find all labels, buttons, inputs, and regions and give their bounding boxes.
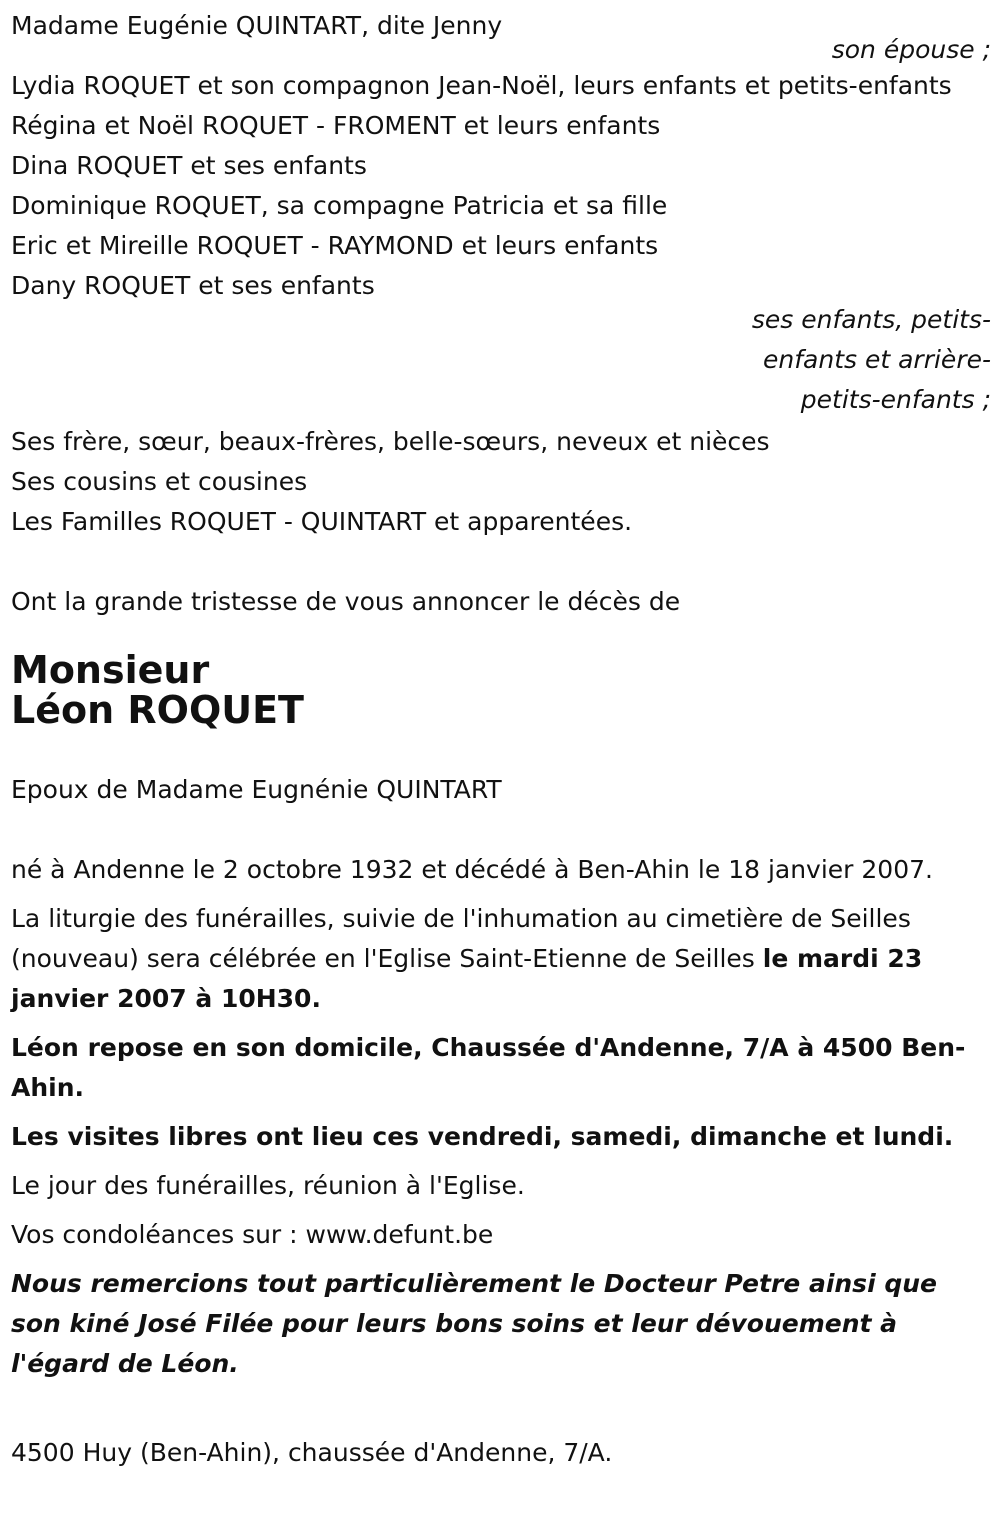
children-relation-line-2: enfants et arrière-	[763, 345, 991, 374]
spacer	[11, 542, 991, 582]
relatives-line-1: Ses frère, sœur, beaux-frères, belle-sœurs, neveux et nièces	[11, 427, 770, 456]
child-line-3: Dina ROQUET et ses enfants	[11, 151, 367, 180]
liturgy-date: le mardi 23 janvier 2007 à 10H30.	[11, 944, 923, 1013]
spacer	[11, 622, 991, 642]
children-relation-line-1: ses enfants, petits-	[751, 305, 991, 334]
address: 4500 Huy (Ben-Ahin), chaussée d'Andenne, 7/A.	[11, 1438, 613, 1467]
spacer	[11, 1393, 991, 1433]
liturgy	[11, 899, 991, 1019]
announcement: Ont la grande tristesse de vous annoncer le décès de	[11, 587, 681, 616]
thanks: Nous remercions tout particulièrement le Docteur Petre ainsi que son kiné José Filée pour leurs bons soins et leur dévouement à l'égard de Léon.	[11, 1269, 937, 1378]
meeting: Le jour des funérailles, réunion à l'Eglise.	[11, 1171, 525, 1200]
birth-death: né à Andenne le 2 octobre 1932 et décédé à Ben-Ahin le 18 janvier 2007.	[11, 855, 933, 884]
deceased-name: Léon ROQUET	[11, 688, 304, 732]
children-relation-line-3: petits-enfants ;	[800, 385, 991, 414]
child-line-4: Dominique ROQUET, sa compagne Patricia et sa fille	[11, 191, 668, 220]
children-relation	[11, 300, 991, 420]
obituary-notice	[11, 6, 991, 1473]
rests-at: Léon repose en son domicile, Chaussée d'Andenne, 7/A à 4500 Ben-Ahin.	[11, 1033, 966, 1102]
child-line-1: Lydia ROQUET et son compagnon Jean-Noël, leurs enfants et petits-enfants	[11, 71, 952, 100]
spacer	[11, 730, 991, 770]
condolences: Vos condoléances sur : www.defunt.be	[11, 1220, 494, 1249]
liturgy-intro: La liturgie des funérailles, suivie de l'inhumation au cimetière de Seilles (nouveau) sera célébrée en l'Eglise Saint-Etienne de Seilles	[11, 904, 911, 973]
relatives-line-3: Les Familles ROQUET - QUINTART et apparentées.	[11, 507, 633, 536]
spacer	[11, 810, 991, 850]
child-line-2: Régina et Noël ROQUET - FROMENT et leurs enfants	[11, 111, 661, 140]
spouse-relation: son épouse ;	[831, 35, 991, 64]
child-line-6: Dany ROQUET et ses enfants	[11, 271, 375, 300]
relatives-line-2: Ses cousins et cousines	[11, 467, 308, 496]
deceased-name-block	[11, 650, 991, 730]
deceased-title: Monsieur	[11, 648, 210, 692]
child-line-5: Eric et Mireille ROQUET - RAYMOND et leurs enfants	[11, 231, 659, 260]
spouse-line: Madame Eugénie QUINTART, dite Jenny	[11, 11, 503, 40]
visits: Les visites libres ont lieu ces vendredi, samedi, dimanche et lundi.	[11, 1122, 954, 1151]
spouse-of: Epoux de Madame Eugnénie QUINTART	[11, 775, 502, 804]
